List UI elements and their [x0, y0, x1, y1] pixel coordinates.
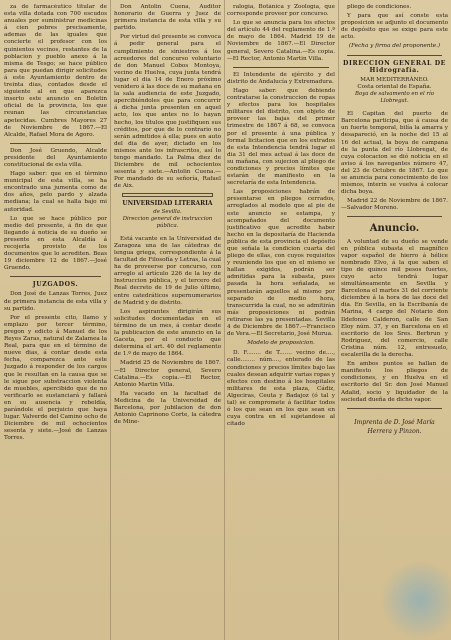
column-1 [4, 4, 107, 636]
column-4 [341, 4, 448, 636]
auction-notice: A voluntad de su dueño se vende en pública subasta el magnífico vapor español de hierro á hélice nombrado Elvo, á la que saben el tipo de quince mil pesos fuertes, cuyo acto tendrá lugar simultáneamente en Sevilla y Barcelona el martes 31 del corriente diciembre á la hora de las doce del dia. En Sevilla, en la Escribanía de Marina, 4 cargo del Notario don Ildefonso Calderon, calle de San Eloy núm. 37, y en Barcelona en el escritorio de los Sres. Berbrun y Rodriguez, del comercio, calle Cristina núm. 12, entresuelo, escalerilla de la derecha. [341, 238, 448, 359]
creditors-notice: Por virtud del presente se convoca á pedir general para el cumplimiento de siniestros á los acreedores del concurso voluntario de don Manuel Cobos Montoya, vecino de Huelva, cuya junta tendrá lugar el dia 14 de Enero próximo venidero á las doce de su mañana en la sala audiencia de este Juzgado, apercibiéndoles que para concurrir á dicha junta presenten en aquel acto, los que antes no lo hayan hecho, los títulos que justifiquen sus créditos, por que de lo contrario no serán admitidos á ella; pues en auto del dia de ayer, dictado en los mismos ante los infrascritos, así lo tengo mandado. La Palma diez de Diciembre de mil ochocientos sesenta y siete.—Antolin Cuena.—Por mandado de su señoría, Rafael de Aix. [114, 34, 221, 190]
judge-intro: Don Antolin Cuena, Auditor honorario de Guerra y Juez de primera instancia de esta villa y su partido. [114, 4, 221, 32]
column-3 [227, 4, 335, 636]
separator [347, 55, 442, 56]
buoy-notice: El Capitan del puerto de Barcelona participa, que á causa de un fuerte temporal, bilía la amarra y desapareció, en la noche del 15 al 16 del actual, la boya de campana de la punta del río Llobregat, de cuya colocacion se dió noticia en el aviso á los navegantes número 47, del 23 de Octubre de 1867. Lo que se anuncia para conocimiento de los mismos, interin se vuelva á colocar dicha boya. [341, 111, 448, 196]
separator [233, 67, 329, 68]
ink-stain [380, 560, 451, 640]
column-divider [110, 0, 111, 640]
tender-notice: Hago saber: que debiendo contratarse la construccion de ropas y efectos para los hospitales militares del distrito, con objeto de proveer las bajas del primer trimestre de 1867 á 68, se convoca por el presente á una pública y formal licitacion que en los extrados de esta Intendencia tendrá lugar el dia 31 del mes actual á las doce de su mañana, con sujecion al pliego de condiciones y precios límites que estarán de manifiesto en la secretaría de esta Intendencia. [227, 87, 335, 187]
vacancy-instructions: Los aspirantes dirigirán sus solicitudes documentadas en el término de un mes, á contar desde la publicacion de este anuncio en la Gaceta, por el conducto que determina el art. 40 del reglamento de 1.º de mayo de 1864. [114, 308, 221, 358]
summons-text: Por el presente cito, llamo y emplazo por tercer término, pregon y edicto á Manuel de los Reyes Zaras, natural de Zalamea la Real, para que en el término de nueve dias, á contar desde esta fecha, comparezca ante este Juzgado á responder de los cargos que le resultan en la causa que se le sigue por substraccion violenta de muebles, apercibido que de no verificarlo se sustanciará y fallará en su ausencia y rebeldía, parándole el perjuicio que haya lugar. Valverde del Camino ocho de Diciembre de mil ochocientos sesenta y siete.—José de Lanzas Torres. [4, 314, 107, 442]
section-heading-universidad: UNIVERSIDAD LITERARIA [122, 200, 213, 208]
buoy-signature: Madrid 22 de Noviembre de 1867.—Salvador Moreno. [341, 198, 448, 212]
found-animal-notice: Hago saber: que en el término municipal de esta villa, se ha encontrado una jumenta como de dos años, pelo pardo y alzada mediana; la cual se halla bajo mi autoridad. [4, 171, 107, 213]
intendente-intro: El Intendente de ejército y del distrito de Andalucía y Extremadura. [227, 71, 335, 85]
model-heading: Modelo de proposicion. [247, 340, 315, 347]
printer-imprint: Imprenta de D. José María [354, 418, 435, 426]
model-proposal-end: Y para que así conste esta proposicion se adjunto el documento de depósito que se exige para este acto. [341, 13, 448, 41]
section-heading-hidrografia: DIRECCION GENERAL DE Hidrografía. [343, 59, 446, 74]
column-divider [224, 0, 225, 640]
section-subheading: Costa oriental de España. [357, 83, 432, 90]
vacancy-signature: Lo que se anuncia para los efectos del artículo 44 del reglamento de 1.º de mayo de 1864. Madrid 19 de Noviembre de 1867.—El Director general, Severo Catalina.—Es copia.—El Rector, Antonio Martin Villa. [227, 20, 335, 62]
printer-imprint: Herrera y Pinzon. [367, 427, 422, 435]
signature-placeholder: (Fecha y firma del proponente.) [348, 43, 441, 50]
section-subheading: Direccion general de instruccion pública. [122, 215, 213, 229]
found-animal-claim: Lo que se hace público por medio del presente, á fin de que llegando á noticia de su dueño se presente en esta Alcaldía á recojerla provisto de los documentos que lo acrediten. Beas 19 diciembre 12 de 1867.—José Gruendo. [4, 215, 107, 272]
separator [347, 408, 442, 409]
vacancy-signature: Madrid 25 de Noviembre de 1867.—El Director general, Severo Catalina.—Es copia.—El Rector, Antonio Martin Villa. [114, 360, 221, 388]
separator [10, 143, 101, 144]
separator [347, 216, 442, 217]
section-subheading: de Sevilla. [153, 208, 182, 215]
model-proposal: D. F........ de T....... vecino de...., calle........ núm...., enterado de las condiciones y precios límites bajo las cuales desean adquirir varias ropas y efectos con destino á los hospitales militares de esta plaza, Cádiz, Algeciras, Ceuta y Badajoz (ó tal y tal) se compromete á facilitar todos ó los que sean en los que sean en cuya contra en el sujetandose al citado [227, 350, 335, 428]
model-proposal-end: pliego de condiciones. [347, 4, 412, 10]
section-heading-anuncio: Anuncio. [369, 223, 420, 235]
section-subheading: MAR MEDITERRÁNEO. [360, 76, 429, 83]
section-heading-juzgados: JUZGADOS. [32, 281, 79, 289]
vacancy-notice: ralogía, Botánica y Zoología, que corresponde proveer por concurso. [227, 4, 335, 18]
separator [10, 276, 101, 277]
vacancy-notice: Ha vacado en la facultad de Medicina de la Universidad de Barcelona, por jubilacion de don Antonio Caprinono Corte, la cátedra de Mine- [114, 390, 221, 426]
column-2 [114, 4, 221, 636]
vacancy-notice: Está vacante en la Universidad de Zaragoza una de las cátedras de lengua griega, correspondiente á la facultad de Filosofía y Letras, la cual ha de proveerse por concurso, con arreglo al artículo 226 de la ley de Instruccion pública, y el tercero del Real decreto de 19 de Julio último, entre catedráticos supernumerarios de Madrid y de distrito. [114, 235, 221, 306]
tender-conditions: Las proposiciones habrán de presentarse en pliegos cerrados, arreglados al modelo que al pie de este anuncio se estampa, y acompañados del documento justificativo que acredite haber hecho en la depositaría de Hacienda pública de esta provincia el depósito que señala la condicion cuarta del pliego de ellas, con cuyos requisitos y reuniendo los que en el mismo se hallan exigidos, podrán ser admitidas para la subasta, pues pasada la hora señalada, se presentarán aquellos al mismo por separado de medio hora, transcurrida la cual, no se admitirán más proposiciones ni podrán retirarse las ya presentadas. Sevilla 4 de Diciembre de 1867.—Francisco de Vera.—El Secretario, José Murua. [227, 189, 335, 338]
separator-box [122, 193, 213, 197]
auction-conditions: En ambos puntos se hallan de manifiesto los pliegos de condiciones, y en Huelva en el escritorio del Sr. don José Manuel Adalid, socio y liquidador de la sociedad dueña de dicho vapor. [341, 361, 448, 403]
mayor-intro: Don José Gruendo, Alcalde presidente del Ayuntamiento constitucional de esta villa. [4, 147, 107, 168]
column-divider [338, 0, 339, 640]
section-subheading: Boya de salvamento en el río Llobregat. [355, 90, 434, 105]
pharmacist-notice: za de farmacéutico titular de esta villa dotada con 700 escudos anuales por suministrar medicinas á cien pobres precisamente, ademas de las iguales que concierte el profesor con los quinientos vecinos, restantes de la poblacion y pueblo anexo á la misma de Tesgo; se hace público para que puedan dirigir solicitudes á este Ayuntamiento dentro de treinta dias, contados desde el siguiente al en que aparezca inserto este anuncio en Boletin oficial de la provincia, los que reunan las circunstancias apetecidas. Cumbres Mayores 27 de Noviembre de 1867.—El Alcalde, Rafael Mora de Agoro. [4, 4, 107, 138]
judge-intro: Don José de Lanzas Torres, Juez de primera instancia de esta villa y su partido. [4, 291, 107, 312]
